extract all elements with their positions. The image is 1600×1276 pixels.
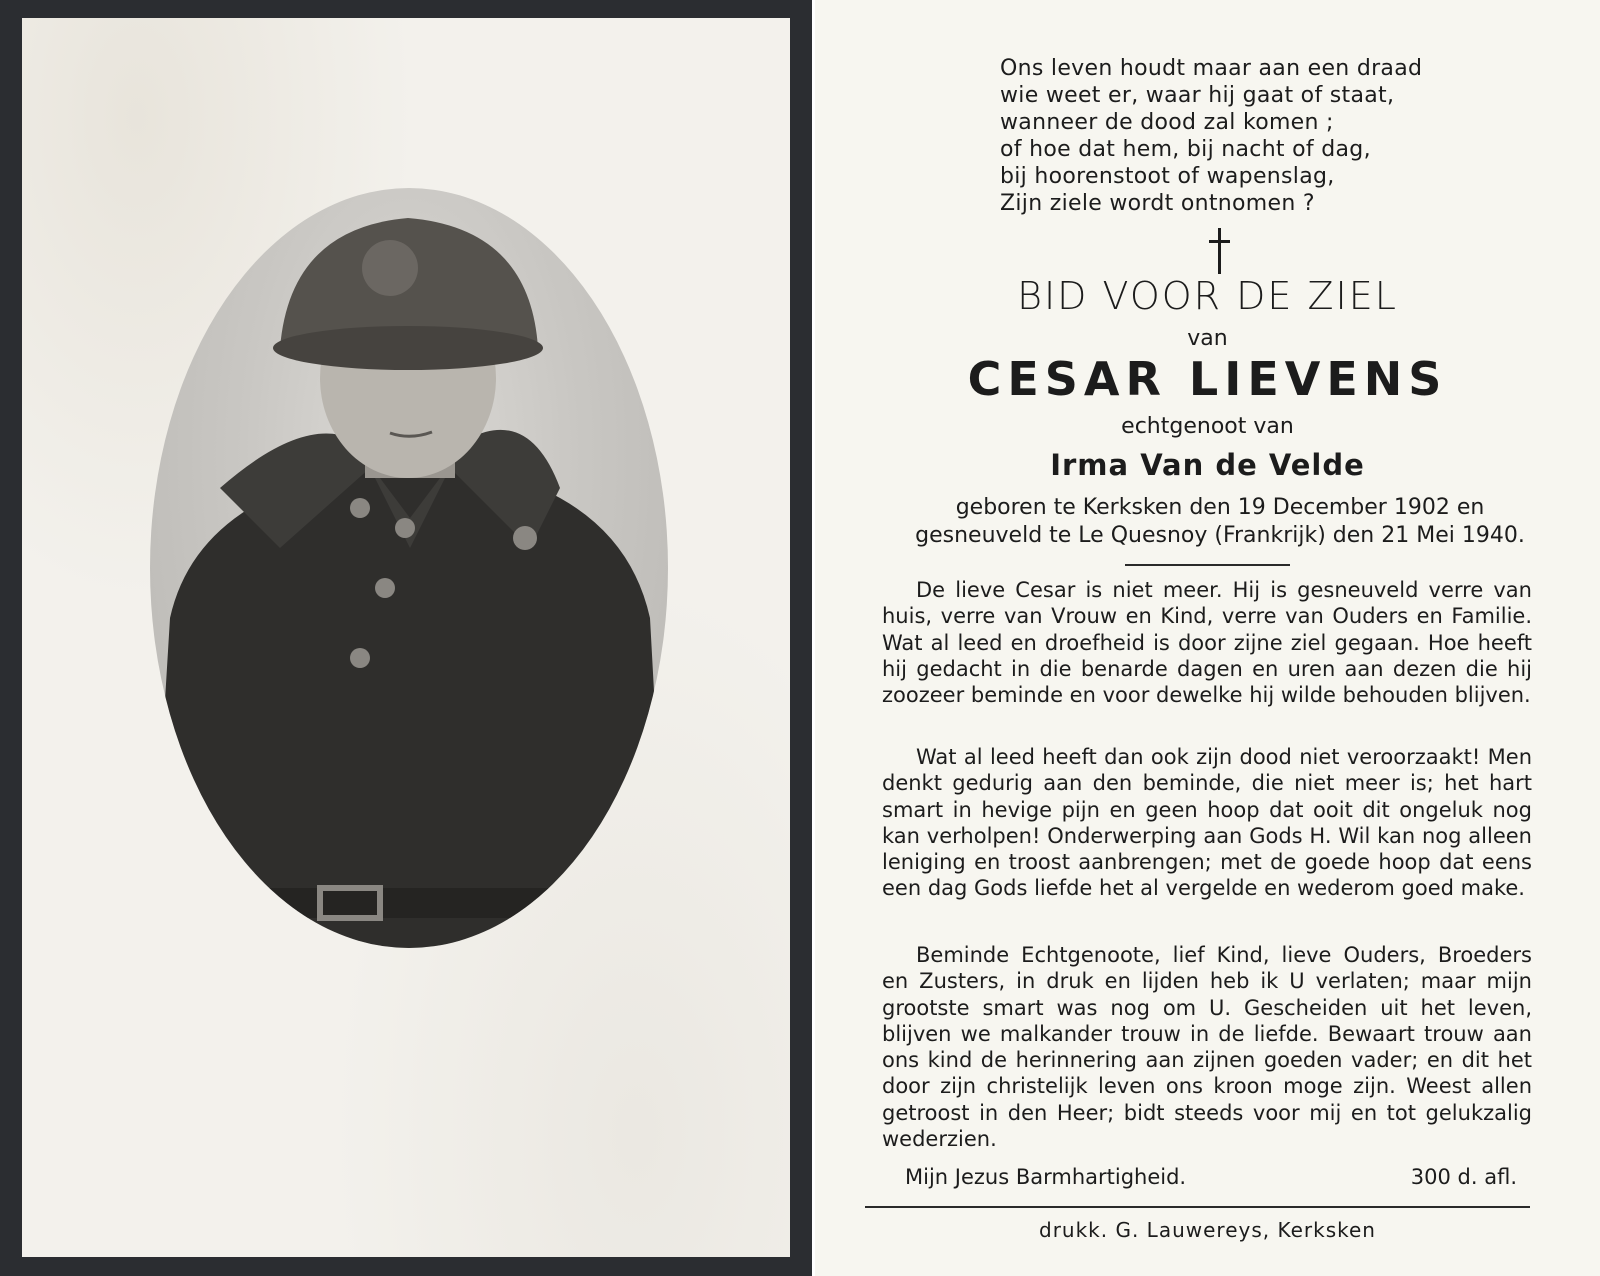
indulgence: 300 d. afl. (1410, 1165, 1517, 1189)
van-label: van (1187, 326, 1228, 351)
divider (865, 1206, 1530, 1208)
poem-line: of hoe dat hem, bij nacht of dag, (1000, 137, 1371, 162)
paragraph: De lieve Cesar is niet meer. Hij is gesneuveld verre van huis, verre van Vrouw en Kind, verre van Ouders en Familie. Wat al leed en droefheid is door zijne ziel gegaan. Hoe heeft hij gedacht in die benarde dagen en uren aan dezen die hij zoozeer beminde en voor dewelke hij wilde behouden blijven. (882, 578, 1532, 708)
spouse-name: Irma Van de Velde (1050, 448, 1365, 482)
spouse-label: echtgenoot van (1121, 414, 1294, 439)
soldier-portrait-image (150, 188, 668, 948)
poem-line: Ons leven houdt maar aan een draad (1000, 56, 1423, 81)
poem-line: bij hoorenstoot of wapenslag, (1000, 164, 1335, 189)
life-dates (885, 494, 1555, 550)
memorial-text-card (815, 0, 1600, 1276)
deceased-name: CESAR LIEVENS (967, 352, 1448, 406)
birth-line: geboren te Kerksken den 19 December 1902 en (955, 495, 1485, 520)
paragraph: Beminde Echtgenoote, lief Kind, lieve Ouders, Broeders en Zusters, in druk en lijden heb ik U verlaten; maar mijn grootste smart was nog om U. Gescheiden uit het leven, blijven we malkander trouw in de liefde. Bewaart trouw aan ons kind de herinnering aan zijnen goeden vader; en dit het door zijn christelijk leven ons kroon moge zijn. Weest allen getroost in den Heer; bidt steeds voor mij en tot gelukzalig wederzien. (882, 943, 1532, 1152)
poem (1000, 55, 1422, 217)
death-line: gesneuveld te Le Quesnoy (Frankrijk) den 21 Mei 1940. (915, 523, 1525, 548)
divider (1125, 564, 1290, 566)
printer-credit: drukk. G. Lauwereys, Kerksken (1039, 1218, 1376, 1242)
prayer-heading: BID VOOR DE ZIEL (1017, 274, 1398, 318)
closing-prayer: Mijn Jezus Barmhartigheid. (905, 1165, 1187, 1189)
photo-card-paper (22, 18, 790, 1257)
paragraph: Wat al leed heeft dan ook zijn dood niet veroorzaakt! Men denkt gedurig aan den beminde, die niet meer is; het hart smart in hevige pijn en geen hoop dat ooit dit ongeluk nog kan verholpen! Onderwerping aan Gods H. Wil kan nog alleen leniging en troost aanbrengen; met de goede hoop dat eens een dag Gods liefde het al vergelde en wederom goed make. (882, 745, 1532, 901)
cross-icon (1205, 226, 1235, 276)
poem-line: Zijn ziele wordt ontnomen ? (1000, 191, 1315, 216)
poem-line: wanneer de dood zal komen ; (1000, 110, 1334, 135)
poem-line: wie weet er, waar hij gaat of staat, (1000, 83, 1395, 108)
soldier-portrait (150, 188, 668, 948)
